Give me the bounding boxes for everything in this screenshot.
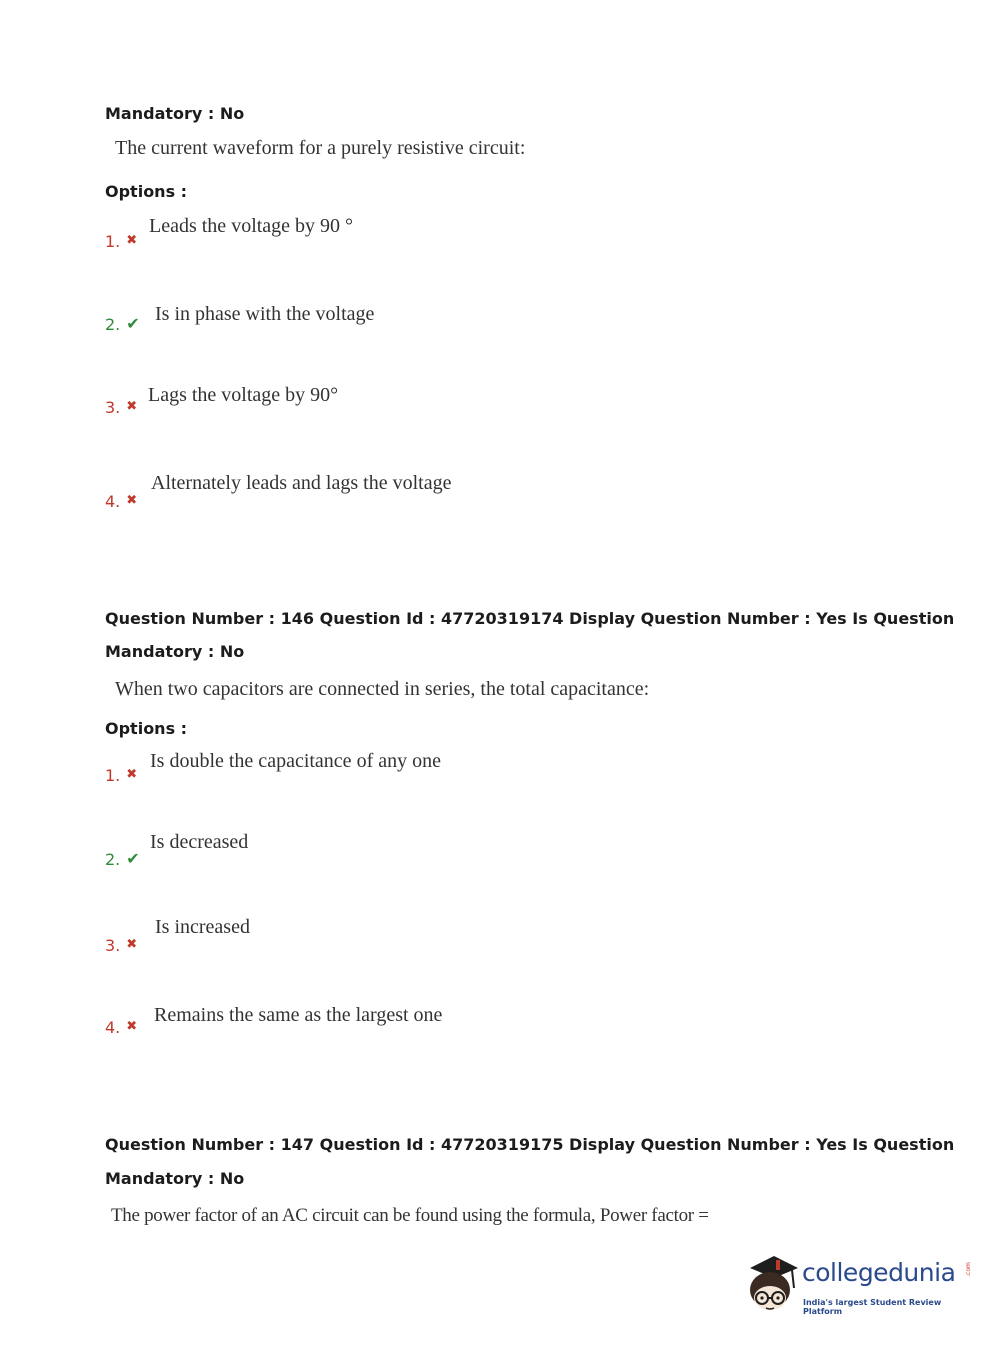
question-text: The current waveform for a purely resistive circuit:	[115, 137, 526, 159]
option-number: 3. ✖	[105, 936, 138, 955]
mascot-icon	[742, 1248, 802, 1318]
option-number: 3. ✖	[105, 398, 138, 417]
option-number: 4. ✖	[105, 1018, 138, 1037]
option-number: 2. ✔	[105, 849, 140, 869]
check-icon: ✔	[126, 849, 140, 868]
option-number: 1. ✖	[105, 766, 138, 785]
cross-icon: ✖	[126, 767, 138, 782]
option-text: Is in phase with the voltage	[155, 303, 375, 325]
question-text: The power factor of an AC circuit can be found using the formula, Power factor =	[111, 1205, 709, 1226]
logo-wordmark: collegedunia	[802, 1258, 956, 1287]
option-number: 2. ✔	[105, 314, 140, 334]
cross-icon: ✖	[126, 937, 138, 952]
check-icon: ✔	[126, 314, 140, 333]
option-number: 1. ✖	[105, 232, 138, 251]
cross-icon: ✖	[126, 493, 138, 508]
mandatory-label: Mandatory : No	[105, 104, 245, 123]
options-label: Options :	[105, 182, 188, 201]
option-text: Remains the same as the largest one	[154, 1004, 443, 1026]
question-header: Question Number : 146 Question Id : 47720319174 Display Question Number : Yes Is Question	[105, 609, 955, 628]
cross-icon: ✖	[126, 399, 138, 414]
collegedunia-logo	[742, 1248, 972, 1318]
cross-icon: ✖	[126, 233, 138, 248]
mandatory-label: Mandatory : No	[105, 642, 245, 661]
logo-suffix: .com	[964, 1262, 972, 1277]
option-number: 4. ✖	[105, 492, 138, 511]
option-text: Is increased	[155, 916, 250, 938]
question-header: Question Number : 147 Question Id : 47720319175 Display Question Number : Yes Is Question	[105, 1135, 955, 1154]
option-text: Is double the capacitance of any one	[150, 750, 441, 772]
mandatory-label: Mandatory : No	[105, 1169, 245, 1188]
option-text: Lags the voltage by 90°	[148, 384, 339, 406]
logo-tagline: India's largest Student Review Platform	[803, 1298, 942, 1316]
cross-icon: ✖	[126, 1019, 138, 1034]
question-text: When two capacitors are connected in series, the total capacitance:	[115, 678, 650, 700]
option-text: Alternately leads and lags the voltage	[151, 472, 452, 494]
option-text: Leads the voltage by 90 °	[149, 215, 354, 237]
options-label: Options :	[105, 719, 188, 738]
option-text: Is decreased	[150, 831, 249, 853]
